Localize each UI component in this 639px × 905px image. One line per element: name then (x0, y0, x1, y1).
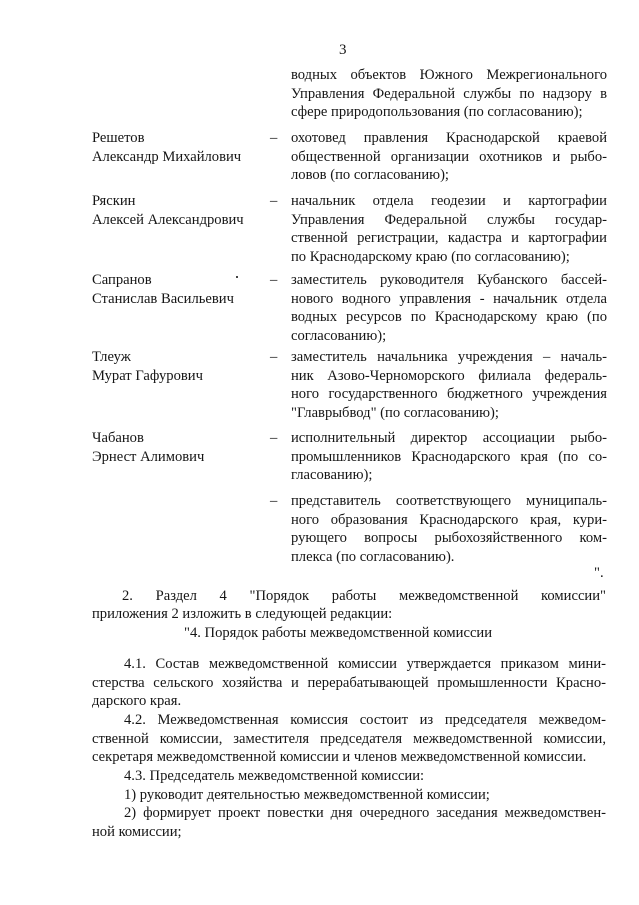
member-surname: Чабанов (92, 430, 144, 446)
paragraph-4-3-item-2: 2) формирует проект повестки дня очередного заседания межведомствен- (124, 805, 606, 821)
member-name (92, 429, 267, 466)
description-line: рующего вопросы рыбохозяйственного ком- (291, 530, 607, 547)
item-2-text: 2. Раздел 4 "Порядок работы межведомственной комиссии" (122, 588, 606, 604)
continuation-description (291, 66, 607, 122)
paragraph-4-3-item-1: 1) руководит деятельностью межведомственной комиссии; (124, 787, 490, 803)
member-description (291, 492, 607, 566)
paragraph-4-1-line: стерства сельского хозяйства и перерабатывающей промышленности Красно- (92, 675, 606, 691)
description-line: Управления Федеральной службы по надзору в (291, 85, 607, 102)
description-line: нового водного управления - начальник отдела (291, 290, 607, 307)
member-given-name: Мурат Гафурович (92, 367, 203, 384)
paragraph-4-2-line: секретаря межведомственной комиссии и членов межведомственной комиссии. (92, 749, 587, 765)
member-given-name: Александр Михайлович (92, 148, 242, 165)
description-line: ник Азово-Черноморского филиала федераль- (291, 367, 607, 384)
description-line: ного государственного бюджетного учреждения (291, 386, 607, 403)
dash: – (270, 493, 278, 509)
member-surname: Сапранов (92, 272, 152, 288)
description-line: промышленников Краснодарского края (по со- (291, 448, 607, 465)
paragraph-4-3: 4.3. Председатель межведомственной комиссии: (124, 768, 425, 784)
member-surname: Решетов (92, 130, 145, 146)
paragraph-4-1: 4.1. Состав межведомственной комиссии утверждается приказом мини- (124, 656, 606, 672)
member-description (291, 429, 607, 485)
dash: – (270, 349, 278, 365)
description-line: водных ресурсов по Краснодарскому краю (по (291, 309, 607, 326)
description-line: представитель соответствующего муниципаль- (291, 493, 607, 509)
member-description (291, 192, 607, 266)
description-line: гласованию); (291, 467, 373, 484)
description-line: общественной организации охотников и рыбо- (291, 148, 607, 165)
member-given-name: Станислав Васильевич (92, 290, 234, 307)
section-title: "4. Порядок работы межведомственной комиссии (184, 625, 493, 641)
member-description (291, 271, 607, 345)
description-line: водных объектов Южного Межрегионального (291, 67, 607, 83)
member-name (92, 129, 267, 166)
paragraph-4-2-line: ственной комиссии, заместителя председателя межведомственной комиссии, (92, 731, 606, 747)
description-line: "Главрыбвод" (по согласованию); (291, 404, 499, 421)
member-surname: Тлеуж (92, 349, 131, 365)
description-line: исполнительный директор ассоциации рыбо- (291, 430, 607, 446)
dash: – (270, 193, 278, 209)
member-description (291, 129, 607, 185)
scan-speck (236, 276, 238, 278)
description-line: согласованию); (291, 327, 387, 344)
description-line: заместитель начальника учреждения – началь- (291, 349, 607, 365)
description-line: ного образования Краснодарского края, кури- (291, 511, 607, 528)
member-name (92, 271, 267, 308)
member-description (291, 348, 607, 422)
member-given-name: Эрнест Алимович (92, 448, 205, 465)
description-line: заместитель руководителя Кубанского бассей- (291, 272, 607, 288)
description-line: охотовед правления Краснодарской краевой (291, 130, 607, 146)
member-name (92, 348, 267, 385)
description-line: плекса (по согласованию). (291, 548, 455, 565)
paragraph-4-3-item-2-line: ной комиссии; (92, 824, 182, 840)
description-line: Управления Федеральной службы государ- (291, 211, 607, 228)
description-line: по Краснодарскому краю (по согласованию); (291, 248, 570, 265)
paragraph-4-2: 4.2. Межведомственная комиссия состоит из председателя межведом- (124, 712, 606, 728)
dash: – (270, 272, 278, 288)
closing-quote: ". (594, 565, 604, 581)
description-line: начальник отдела геодезии и картографии (291, 193, 607, 209)
paragraph-4-1-line: дарского края. (92, 693, 182, 709)
description-line: сфере природопользования (по согласованию); (291, 104, 583, 121)
item-2-text-continued: приложения 2 изложить в следующей редакции: (92, 606, 393, 622)
dash: – (270, 430, 278, 446)
member-surname: Ряскин (92, 193, 136, 209)
description-line: ственной регистрации, кадастра и картографии (291, 230, 607, 247)
member-given-name: Алексей Александрович (92, 211, 244, 228)
page-number: 3 (339, 42, 347, 58)
member-name (92, 192, 267, 229)
description-line: ловов (по согласованию); (291, 167, 449, 184)
dash: – (270, 130, 278, 146)
